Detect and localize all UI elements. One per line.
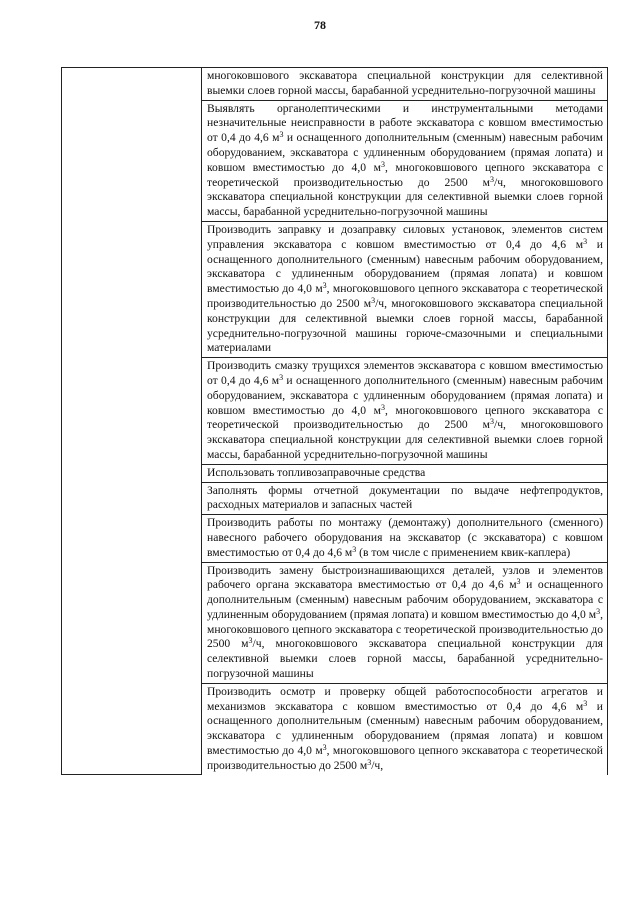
unit-superscript: 3	[371, 295, 376, 305]
unit-superscript: 3	[490, 417, 494, 427]
task-text: и оснащенного дополнительного (сменным) навесным рабочим оборудованием, экскаватора с удлиненным оборудованием (прямая лопата) и ковшом вместимостью до 4,0 м	[207, 373, 603, 417]
task-description-cell	[202, 464, 608, 482]
task-text: , многоковшового цепного экскаватора с теоретической производительностью до 2500 м	[207, 160, 603, 189]
task-description-cell	[202, 562, 608, 683]
task-text: и оснащенного дополнительным (сменным) навесным рабочим оборудованием, экскаватора с удлиненным оборудованием (прямая лопата) и ковшом вместимостью до 4,0 м	[207, 578, 603, 621]
unit-superscript: 3	[583, 236, 588, 246]
unit-superscript: 3	[583, 698, 588, 708]
task-text: /ч, многоковшового экскаватора специальной конструкции для селективной выемки слоев горной массы, барабанной усреднительно-погрузочной машины	[207, 637, 603, 681]
unit-superscript: 3	[596, 606, 601, 616]
task-text: /ч, многоковшового экскаватора специальной конструкции для селективной выемки слоев горной массы, барабанной усреднительно-погрузочной машины горюче-смазочными и специальными материалами	[207, 296, 603, 355]
row-heading-cell	[62, 68, 202, 775]
task-text: Производить работы по монтажу (демонтажу) дополнительного (сменного) навесного рабочего оборудования на экскаватор (с экскаватора) с ковшом вместимостью от 0,4 до 4,6 м	[207, 516, 603, 559]
task-description-cell	[202, 515, 608, 562]
unit-superscript: 3	[279, 130, 284, 140]
task-description-cell	[202, 683, 608, 774]
task-text: , многоковшового цепного экскаватора с теоретической производительностью до 2500 м	[207, 607, 603, 651]
unit-superscript: 3	[248, 636, 253, 646]
task-text: /ч, многоковшового экскаватора специальной конструкции для селективной выемки слоев горной массы, барабанной усреднительно-погрузочной машины	[207, 418, 603, 461]
task-text: , многоковшового цепного экскаватора с теоретической производительностью до 2500 м	[207, 403, 603, 432]
task-text: Выявлять органолептическими и инструментальными методами незначительные неисправности в работе экскаватора с ковшом вместимостью от 0,4 до 4,6 м	[207, 101, 603, 145]
task-description-cell	[202, 68, 608, 101]
unit-superscript: 3	[322, 281, 327, 291]
task-text: Производить замену быстроизнашивающихся деталей, узлов и элементов рабочего органа экскаватора вместимостью от 0,4 до 4,6 м	[207, 563, 603, 592]
task-text: Заполнять формы отчетной документации по выдаче нефтепродуктов, расходных материалов и запасных частей	[207, 483, 603, 512]
task-text: , многоковшового цепного экскаватора с теоретической производительностью до 2500 м	[207, 282, 603, 310]
task-text: Производить осмотр и проверку общей работоспособности агрегатов и механизмов экскаватора с ковшом вместимостью от 0,4 до 4,6 м	[207, 684, 603, 713]
task-description-cell	[202, 221, 608, 357]
unit-superscript: 3	[279, 372, 284, 382]
table-row	[62, 68, 608, 101]
task-text: /ч, многоковшового экскаватора специальной конструкции для селективной выемки слоев горной массы, барабанной усреднительно-погрузочной машины	[207, 175, 603, 219]
table-body	[62, 68, 608, 775]
task-text: многоковшового экскаватора специальной конструкции для селективной выемки слоев горной массы, барабанной усреднительно-погрузочной машины	[207, 69, 603, 97]
task-text: и оснащенного дополнительным (сменным) навесным рабочим оборудованием, экскаватора с удлиненным оборудованием (прямая лопата) и ковшом вместимостью до 4,0 м	[207, 699, 603, 758]
task-text: и оснащенного дополнительного (сменным) навесным рабочим оборудованием, экскаватора с удлиненным оборудованием (прямая лопата) и ковшом вместимостью до 4,0 м	[207, 237, 603, 296]
unit-superscript: 3	[490, 174, 494, 184]
unit-superscript: 3	[380, 159, 385, 169]
task-text: , многоковшового цепного экскаватора с теоретической производительностью до 2500 м	[207, 744, 603, 772]
page-number: 78	[314, 18, 326, 32]
task-description-cell	[202, 358, 608, 465]
task-text: Производить заправку и дозаправку силовых установок, элементов систем управления экскаватора с ковшом вместимостью от 0,4 до 4,6 м	[207, 222, 603, 251]
unit-superscript: 3	[516, 577, 521, 587]
task-text: Производить смазку трущихся элементов экскаватора с ковшом вместимостью от 0,4 до 4,6 м	[207, 359, 603, 387]
task-text: и оснащенного дополнительным (сменным) навесным рабочим оборудованием, экскаватора с удлиненным оборудованием (прямая лопата) и ковшом вместимостью до 4,0 м	[207, 131, 603, 174]
task-description-cell	[202, 482, 608, 515]
task-description-cell	[202, 100, 608, 221]
unit-superscript: 3	[322, 743, 327, 753]
unit-superscript: 3	[352, 544, 357, 554]
task-text: (в том числе с применением квик-каплера)	[356, 545, 571, 559]
unit-superscript: 3	[367, 757, 372, 767]
task-text: /ч,	[371, 758, 384, 772]
unit-superscript: 3	[380, 402, 385, 412]
document-table	[61, 67, 608, 775]
task-text: Использовать топливозаправочные средства	[207, 465, 426, 479]
